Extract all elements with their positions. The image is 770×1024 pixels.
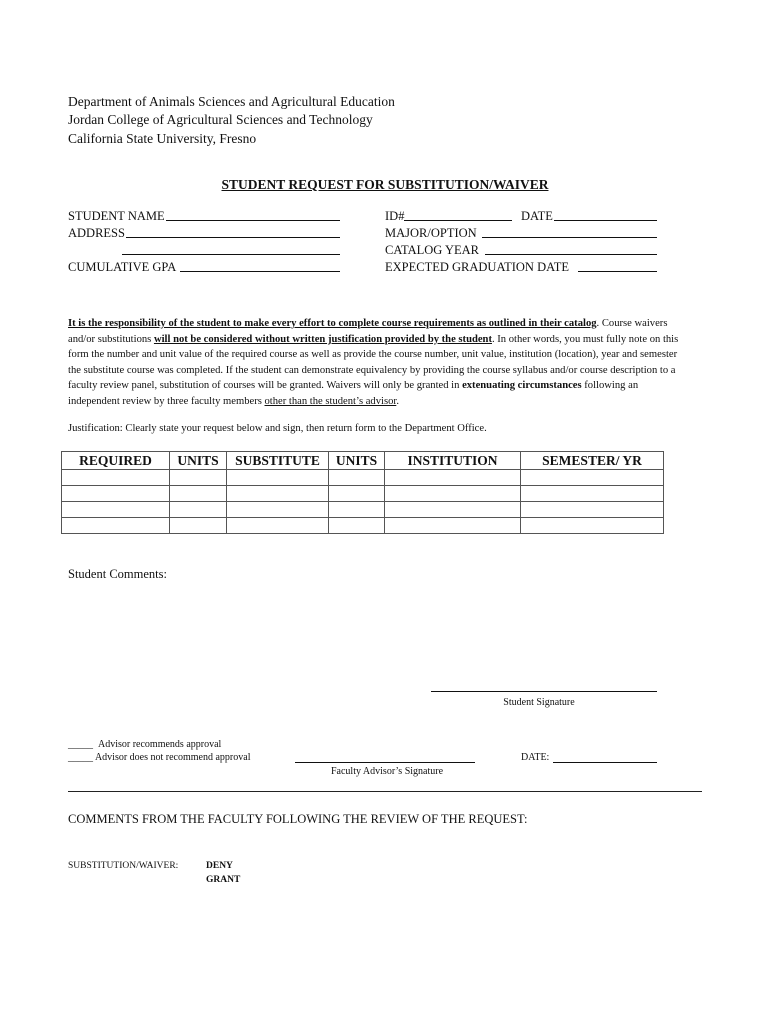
table-cell[interactable] (170, 518, 227, 534)
table-cell[interactable] (521, 470, 664, 486)
col-substitute: SUBSTITUTE (227, 452, 329, 470)
student-signature-label: Student Signature (503, 697, 575, 708)
col-required: REQUIRED (62, 452, 170, 470)
table-cell[interactable] (329, 502, 385, 518)
table-cell[interactable] (227, 486, 329, 502)
policy-bold-term: extenuating circumstances (462, 380, 582, 392)
table-cell[interactable] (521, 518, 664, 534)
option-grant[interactable]: GRANT (206, 875, 241, 885)
course-table (61, 451, 664, 534)
major-option-field[interactable] (482, 237, 657, 238)
table-cell[interactable] (62, 486, 170, 502)
table-cell[interactable] (385, 518, 521, 534)
policy-text-2: . In other words, you must fully note on this form the number and unit value of the required course as well as provide the course number, unit value, institution (location), year and semester the substitute course was completed. If the student can demonstrate equivalency by providing the course syllabus and/or course description to a faculty review panel, substitution of courses will be granted. Waivers will only be granted in (68, 333, 679, 392)
catalog-year-label: CATALOG YEAR (385, 243, 480, 257)
table-cell[interactable] (62, 470, 170, 486)
student-comments-label: Student Comments: (68, 567, 167, 581)
col-units: UNITS (170, 452, 227, 470)
student-name-field[interactable] (166, 220, 340, 221)
major-option-label: MAJOR/OPTION (385, 226, 477, 240)
advisor-not-recommend-row (68, 752, 250, 763)
table-row (62, 518, 664, 534)
address-label: ADDRESS (68, 226, 125, 240)
substitution-waiver-label: SUBSTITUTION/WAIVER: (68, 861, 179, 871)
form-title: STUDENT REQUEST FOR SUBSTITUTION/WAIVER (221, 177, 549, 192)
col-institution: INSTITUTION (385, 452, 521, 470)
advisor-signature-line[interactable] (295, 762, 475, 763)
cumulative-gpa-field[interactable] (180, 271, 340, 272)
table-cell[interactable] (170, 486, 227, 502)
student-name-label: STUDENT NAME (68, 209, 165, 223)
table-cell[interactable] (521, 486, 664, 502)
date-label: DATE (521, 209, 553, 223)
option-deny[interactable]: DENY (206, 861, 233, 871)
university-name: California State University, Fresno (68, 131, 257, 146)
faculty-comments-title: COMMENTS FROM THE FACULTY FOLLOWING THE REVIEW OF THE REQUEST: (68, 812, 528, 826)
advisor-recommends-row (68, 739, 221, 750)
table-header-row (62, 452, 664, 470)
table-row (62, 470, 664, 486)
address-field-line-1[interactable] (126, 237, 340, 238)
table-cell[interactable] (385, 470, 521, 486)
section-divider (68, 791, 702, 792)
id-field[interactable] (404, 220, 512, 221)
advisor-recommends-checkbox[interactable]: _____ (68, 739, 93, 750)
expected-graduation-label: EXPECTED GRADUATION DATE (385, 260, 570, 274)
table-cell[interactable] (170, 502, 227, 518)
table-cell[interactable] (62, 518, 170, 534)
table-cell[interactable] (329, 486, 385, 502)
policy-lead: It is the responsibility of the student to make every effort to complete course requirements as outlined in their catalog (68, 318, 597, 329)
justification-instructions: Justification: Clearly state your request below and sign, then return form to the Department Office. (68, 423, 487, 434)
catalog-year-field[interactable] (485, 254, 657, 255)
col-substitute-units: UNITS (329, 452, 385, 470)
department-name: Department of Animals Sciences and Agricultural Education (68, 94, 395, 109)
advisor-date-label: DATE: (521, 752, 550, 763)
date-field[interactable] (554, 220, 657, 221)
policy-underlined-term: other than the student’s advisor (264, 395, 397, 407)
table-cell[interactable] (227, 502, 329, 518)
advisor-signature-label: Faculty Advisor’s Signature (330, 766, 444, 777)
table-cell[interactable] (329, 518, 385, 534)
table-cell[interactable] (170, 470, 227, 486)
policy-emphasis: will not be considered without written justification provided by the student (153, 333, 492, 345)
policy-text-1: . Course waivers and/or substitutions (68, 318, 668, 345)
advisor-recommends-label: Advisor recommends approval (98, 739, 222, 750)
table-cell[interactable] (227, 470, 329, 486)
id-label: ID# (385, 209, 405, 223)
cumulative-gpa-label: CUMULATIVE GPA (68, 260, 177, 274)
college-name: Jordan College of Agricultural Sciences and Technology (68, 112, 373, 127)
table-cell[interactable] (385, 486, 521, 502)
table-cell[interactable] (227, 518, 329, 534)
student-comments-area[interactable] (68, 586, 688, 682)
table-row (62, 486, 664, 502)
table-row (62, 502, 664, 518)
address-field-line-2[interactable] (122, 254, 340, 255)
table-cell[interactable] (62, 502, 170, 518)
table-cell[interactable] (385, 502, 521, 518)
student-signature-line[interactable] (431, 691, 657, 692)
expected-graduation-field[interactable] (578, 271, 657, 272)
advisor-not-recommend-checkbox[interactable]: _____ (68, 752, 93, 763)
advisor-not-recommend-label: Advisor does not recommend approval (94, 752, 251, 763)
advisor-date-field[interactable] (553, 762, 657, 763)
table-cell[interactable] (521, 502, 664, 518)
table-cell[interactable] (329, 470, 385, 486)
policy-text-4: . (396, 395, 399, 407)
policy-paragraph (68, 316, 688, 410)
policy-text-3: following an independent review by three faculty members (68, 380, 639, 407)
col-semester-yr: SEMESTER/ YR (521, 452, 664, 470)
